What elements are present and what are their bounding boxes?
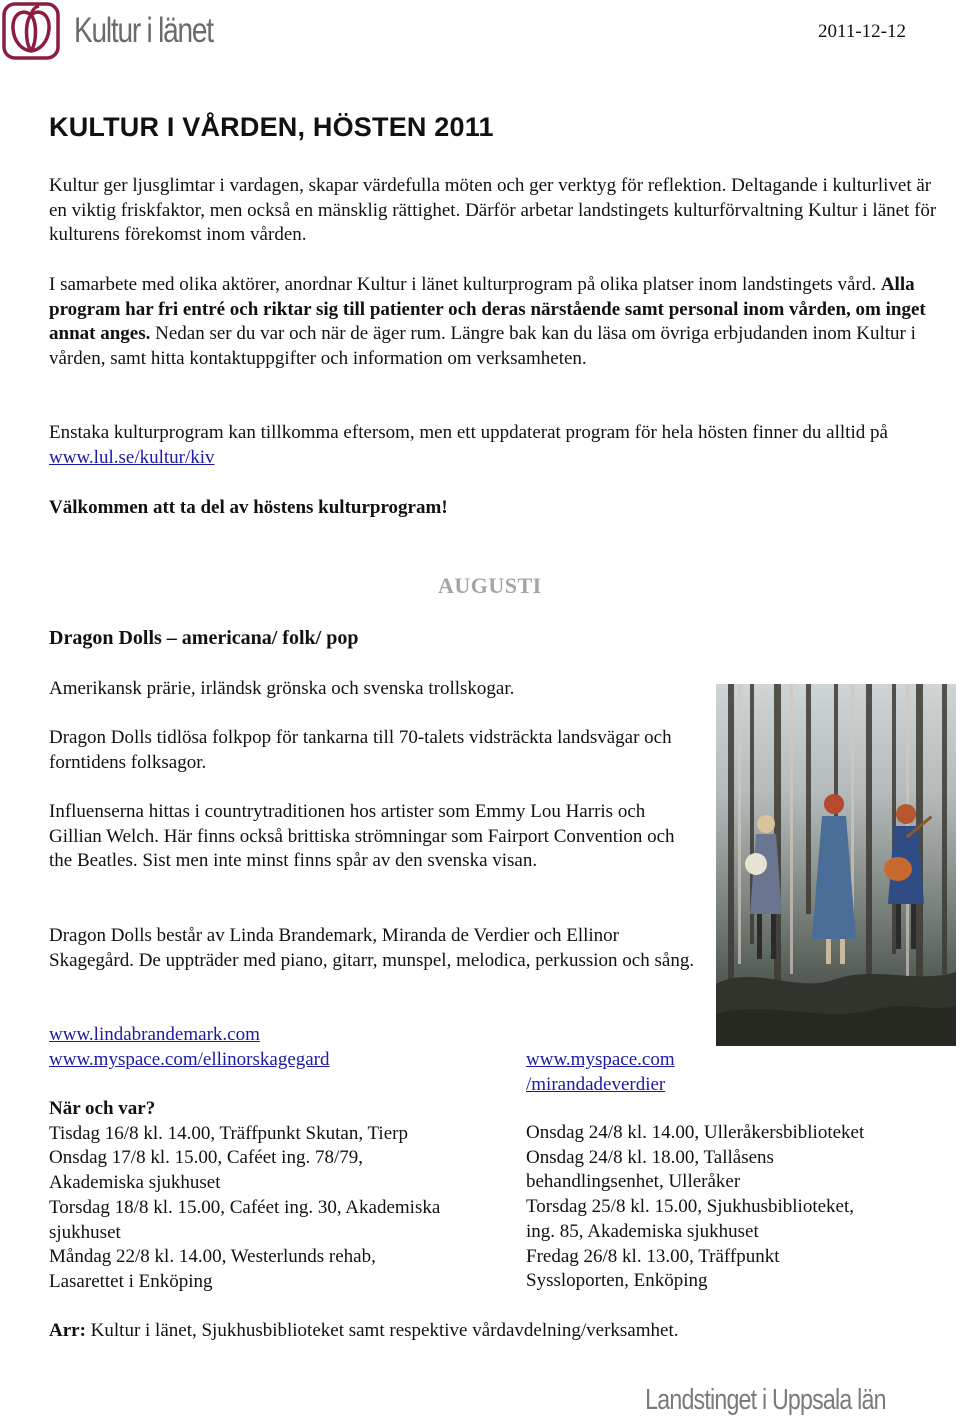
mirandadeverdier-link-part2[interactable]: /mirandadeverdier xyxy=(526,1073,666,1095)
ellinorskagegard-link[interactable]: www.myspace.com/ellinorskagegard xyxy=(49,1048,330,1070)
brand-logo xyxy=(2,2,248,60)
when-label: När och var? xyxy=(49,1098,156,1119)
welcome-text: Välkommen att ta del av höstens kulturprogram! xyxy=(49,497,448,518)
kiv-link[interactable]: www.lul.se/kultur/kiv xyxy=(49,446,215,468)
forest-band-image xyxy=(716,684,956,1046)
schedule-line: Fredag 26/8 kl. 13.00, Träffpunkt xyxy=(526,1245,780,1267)
intro-p2-start: I samarbete med olika aktörer, anordnar Kultur i länet kulturprogram på olika platser inom landstingets vård. xyxy=(49,274,881,295)
intro-p2-bold: Alla program har fri entré och riktar sig till patienter och deras närstående samt personal inom vården, om inget annat anges. xyxy=(49,274,926,345)
event-description-4: Dragon Dolls består av Linda Brandemark, Miranda de Verdier och Ellinor Skagegård. De uppträder med piano, gitarr, munspel, melodica, perkussion och sång. xyxy=(49,925,695,971)
brand-name: Kultur i länet xyxy=(74,11,213,50)
schedule-line: Onsdag 17/8 kl. 15.00, Caféet ing. 78/79, xyxy=(49,1147,363,1169)
event-description-1: Amerikansk prärie, irländsk grönska och svenska trollskogar. xyxy=(49,678,515,699)
document-date: 2011-12-12 xyxy=(818,21,906,42)
arr-label: Arr: xyxy=(49,1320,86,1341)
event-description-2: Dragon Dolls tidlösa folkpop för tankarna till 70-talets vidsträckta landsvägar och forntidens folksagor. xyxy=(49,727,672,773)
month-heading: AUGUSTI xyxy=(438,573,542,598)
page-title: KULTUR I VÅRDEN, HÖSTEN 2011 xyxy=(49,112,494,142)
schedule-line: ing. 85, Akademiska sjukhuset xyxy=(526,1220,759,1242)
footer-brand: Landstinget i Uppsala län xyxy=(645,1384,886,1416)
mirandadeverdier-link-part1[interactable]: www.myspace.com xyxy=(526,1049,675,1070)
schedule-right xyxy=(526,1121,946,1294)
schedule-line: Akademiska sjukhuset xyxy=(49,1172,221,1194)
schedule-line: Syssloporten, Enköping xyxy=(526,1270,708,1292)
schedule-line: sjukhuset xyxy=(49,1221,121,1243)
schedule-line: Måndag 22/8 kl. 14.00, Westerlunds rehab, xyxy=(49,1246,376,1268)
schedule-line: Tisdag 16/8 kl. 14.00, Träffpunkt Skutan, Tierp xyxy=(49,1122,408,1144)
intro-p3-text: Enstaka kulturprogram kan tillkomma eftersom, men ett uppdaterat program för hela hösten finner du alltid på xyxy=(49,422,888,443)
band-photo xyxy=(716,684,956,1046)
schedule-line: behandlingsenhet, Ulleråker xyxy=(526,1171,741,1193)
schedule-line: Torsdag 25/8 kl. 15.00, Sjukhusbiblioteket, xyxy=(526,1196,854,1218)
event-title: Dragon Dolls – americana/ folk/ pop xyxy=(49,627,359,649)
schedule-left xyxy=(49,1097,519,1295)
organizer-line xyxy=(49,1319,939,1344)
event-description-3: Influenserna hittas i countrytraditionen hos artister som Emmy Lou Harris och Gillian Welch. Här finns också brittiska strömningar som Fairport Convention och the Beatles. Sist men inte minst finns spår av den svenska visan. xyxy=(49,801,675,872)
schedule-line: Onsdag 24/8 kl. 18.00, Tallåsens xyxy=(526,1146,774,1168)
intro-paragraph-2 xyxy=(49,273,939,372)
intro-paragraph-3 xyxy=(49,421,939,470)
kultur-logo-icon xyxy=(2,2,60,60)
arr-text: Kultur i länet, Sjukhusbiblioteket samt respektive vårdavdelning/verksamhet. xyxy=(85,1320,679,1341)
schedule-line: Onsdag 24/8 kl. 14.00, Ulleråkersbiblioteket xyxy=(526,1122,865,1143)
intro-p2-end: Nedan ser du var och när de äger rum. Längre bak kan du läsa om övriga erbjudanden inom Kultur i vården, samt hitta kontaktuppgifter och information om verksamheten. xyxy=(49,323,916,370)
schedule-line: Torsdag 18/8 kl. 15.00, Caféet ing. 30, Akademiska xyxy=(49,1196,441,1218)
left-links xyxy=(49,1023,449,1072)
intro-paragraph-1: Kultur ger ljusglimtar i vardagen, skapar värdefulla möten och ger verktyg för reflektion. Deltagande i kulturlivet är en viktig friskfaktor, men också en mänsklig rättighet. Därför arbetar landstingets kulturförvaltning Kultur i länet för kulturens förekomst inom vården. xyxy=(49,175,937,246)
schedule-line: Lasarettet i Enköping xyxy=(49,1270,213,1292)
right-links xyxy=(526,1048,826,1097)
lindabrandemark-link[interactable]: www.lindabrandemark.com xyxy=(49,1024,260,1045)
